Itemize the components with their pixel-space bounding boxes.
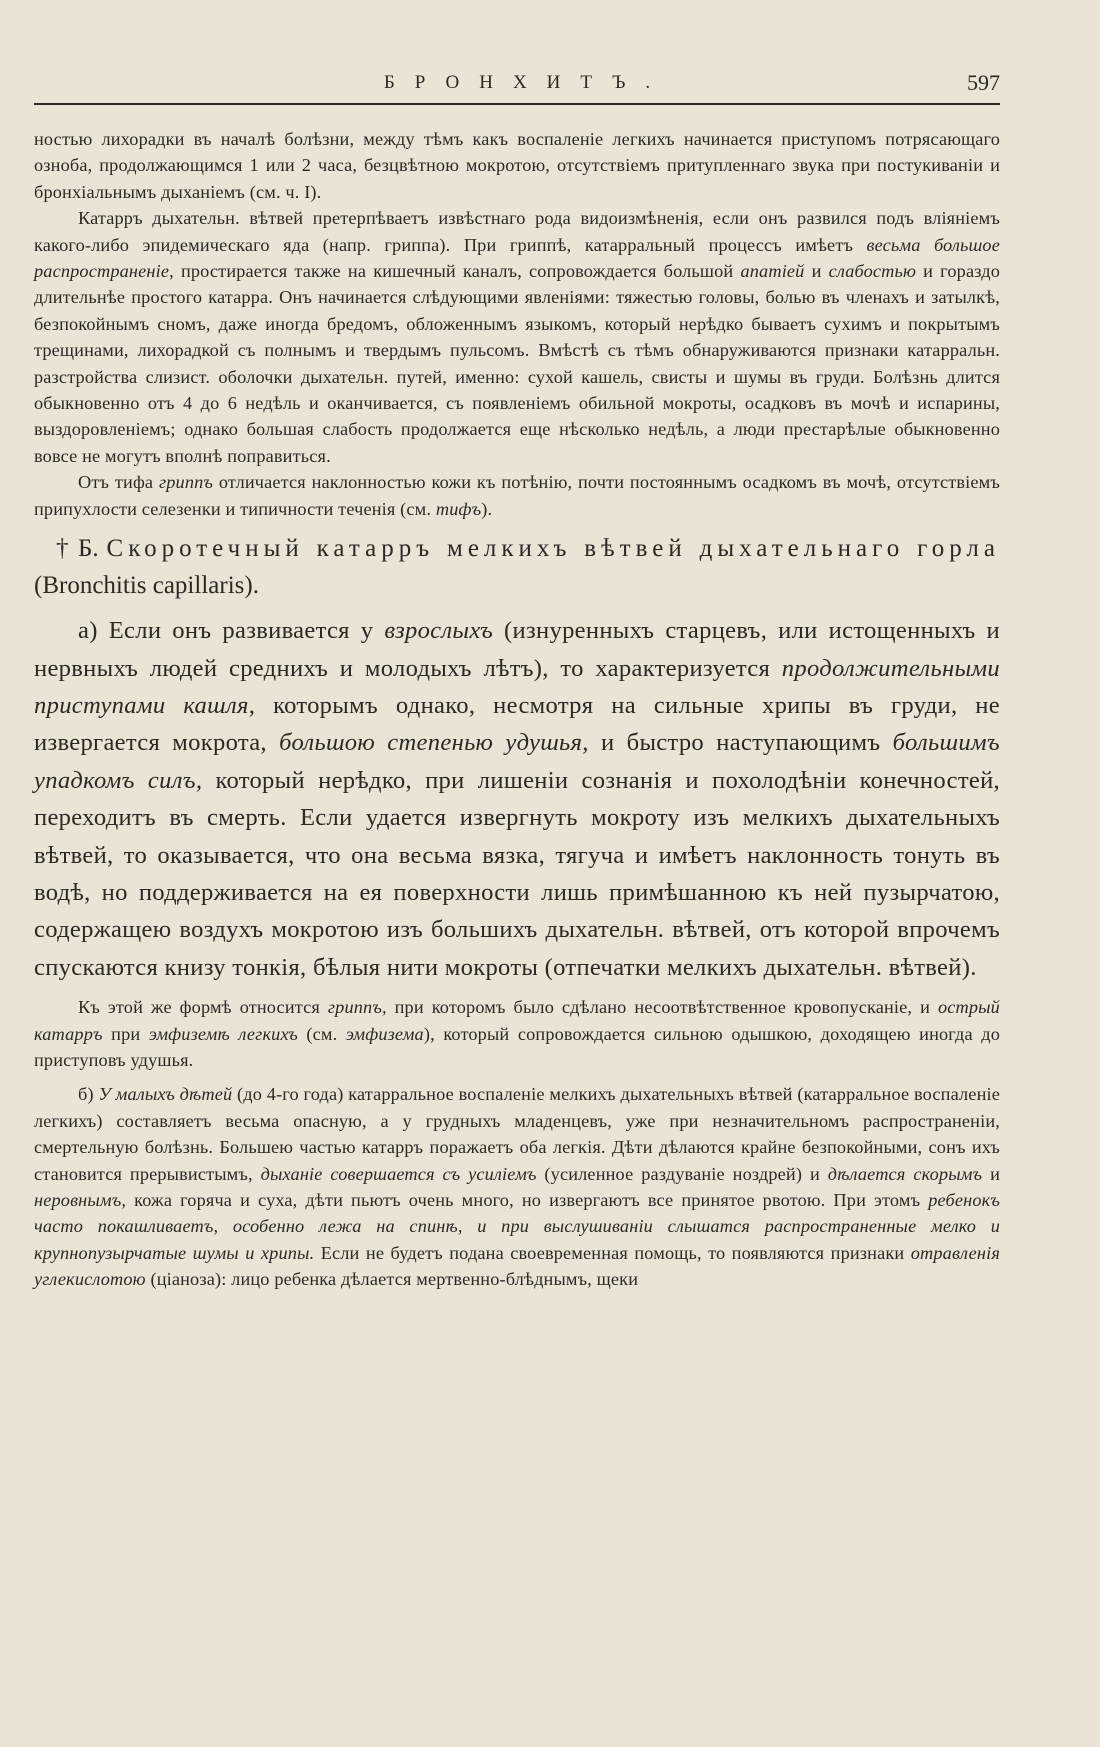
section-heading [34,530,1000,604]
emphasis: ребенокъ часто покашливаетъ, особенно лежа на спинѣ, и при выслушиваніи слышатся распространенные мелко и крупнопузырчатые шумы и хрипы. [34,1190,1000,1263]
emphasis: апатіей [740,261,805,282]
emphasis: острый катарръ [34,997,1000,1044]
text: Катарръ дыхательн. вѣтвей претерпѣваетъ извѣстнаго рода видоизмѣненія, если онъ развился подъ вліяніемъ какого-либо эпидемическаго яда (напр. гриппа). При гриппѣ, катарральный процессъ имѣетъ [34,208,1000,255]
emphasis: гриппъ, [327,997,387,1018]
text: простирается также на кишечный каналъ, сопровождается большой [173,261,741,282]
emphasis: слабостью [828,261,917,282]
page-number: 597 [967,70,1000,95]
text: которымъ однако, несмотря на сильные хрипы въ груди, не извергается мокрота, [34,691,1000,757]
page-body [34,126,1000,1293]
emphasis: дыханіе совершается съ усиліемъ [260,1163,537,1184]
text: (ціаноза): лицо ребенка дѣлается мертвенно-блѣднымъ, щеки [145,1269,639,1290]
text: кожа горяча и суха, дѣти пьютъ очень много, но извергаютъ все принятое рвотою. При этомъ [126,1190,929,1210]
emphasis: У малыхъ дѣтей [98,1084,233,1105]
text: отличается наклонностью кожи къ потѣнію, почти постояннымъ осадкомъ въ мочѣ, отсутствіемъ припухлости селезенки и типичности теченія (см. [34,472,1000,519]
text: Къ этой же формѣ относится [78,997,328,1018]
text: и быстро наступающимъ [588,729,893,757]
emphasis: взрослыхъ [384,617,494,645]
emphasis: тифъ [435,498,482,519]
paragraph-same-form [34,994,1000,1073]
emphasis: эмфизема [345,1023,424,1044]
text: ), который сопровождается сильною одышкою, доходящею иногда до приступовъ удушья. [34,1023,1000,1070]
heading-title: Скоротечный катарръ мелкихъ вѣтвей дыхательнаго горла [106,535,1001,563]
text: Отъ тифа [78,472,159,493]
text: при которомъ было сдѣлано несоотвѣтственное кровопусканіе, и [386,997,938,1018]
header-rule [34,103,1000,105]
emphasis: отравленія углекислотою [34,1242,1000,1290]
running-title: БРОНХИТЪ. [383,72,671,93]
text: (изнуренныхъ старцевъ, или истощенныхъ и нервныхъ людей среднихъ и молодыхъ лѣтъ), то характеризуется [34,617,1001,682]
paragraph-adults [34,612,1000,986]
emphasis: эмфиземѣ легкихъ [148,1023,298,1044]
text: Если не будетъ подана своевременная помощь, то появляются признаки [314,1242,911,1263]
text: (усиленное раздуваніе ноздрей) и [536,1163,828,1184]
paragraph-pneumonia-distinction [34,126,1000,205]
paragraph-influenza-catarrh [34,205,1000,469]
heading-prefix: † Б. [56,535,107,563]
text: а) Если онъ развивается у [78,617,385,645]
text: и [982,1163,1001,1184]
text: б) [78,1084,99,1105]
text: при [102,1023,149,1044]
text: (до 4-го года) катарральное воспаленіе мелкихъ дыхательныхъ вѣтвей (катарральное воспаленіе легкихъ) составляетъ весьма опасную, а у грудныхъ младенцевъ, уже при незначительномъ распространеніи, смертельную болѣзнь. Большею частью катарръ поражаетъ оба легкія. Дѣти дѣлаются крайне безпокойными, сонъ ихъ становится прерывистымъ, [34,1084,1000,1184]
text: (см. [297,1023,346,1044]
text: ). [481,498,493,519]
text: ностью лихорадки въ началѣ болѣзни, между тѣмъ какъ воспаленіе легкихъ начинается приступомъ потрясающаго озноба, продолжающимся 1 или 2 часа, безцвѣтною мокротою, отсутствіемъ притупленнаго звука при постукиваніи и бронхіальнымъ дыханіемъ (см. ч. I). [34,129,1000,202]
emphasis: дѣлается скорымъ [827,1163,983,1184]
emphasis: большою степенью удушья, [279,729,589,757]
text: и гораздо длительнѣе простого катарра. Онъ начинается слѣдующими явленіями: тяжестью головы, болью въ членахъ и затылкѣ, безпокойнымъ сномъ, даже иногда бредомъ, обложеннымъ языкомъ, который нерѣдко бываетъ сухимъ и покрытымъ трещинами, лихорадкой съ полнымъ и твердымъ пульсомъ. Вмѣстѣ съ тѣмъ обнаруживаются признаки катарральн. разстройства слизист. оболочки дыхательн. путей, именно: сухой кашель, свисты и шумы въ груди. Болѣзнь длится обыкновенно отъ 4 до 6 недѣль и оканчивается, съ появленіемъ обильной мокроты, осадковъ въ мочѣ и испарины, выздоровленіемъ; однако большая слабость продолжается еще нѣсколько недѣль, а люди престарѣлые обыкновенно вовсе не могутъ вполнѣ поправиться. [34,261,1001,466]
emphasis: весьма большое распространеніе, [34,234,1000,282]
emphasis: неровнымъ, [34,1190,127,1210]
page-header [34,66,1000,100]
paragraph-typhus-distinction [34,469,1000,522]
emphasis: большимъ упадкомъ силъ, [34,729,1000,794]
emphasis: продолжительными приступами кашля, [34,654,1000,719]
text: и [804,261,829,282]
heading-latin: (Bronchitis capillaris). [34,572,259,600]
emphasis: гриппъ [158,472,214,493]
paragraph-children [34,1081,1000,1292]
text: который нерѣдко, при лишеніи сознанія и похолодѣніи конечностей, переходитъ въ смерть. Если удается извергнуть мокроту изъ мелкихъ дыхательныхъ вѣтвей, то оказывается, что она весьма вязка, тягуча и имѣетъ наклонность тонуть въ водѣ, но поддерживается на ея поверхности лишь примѣшанною къ ней пузырчатою, содержащею воздухъ мокротою изъ большихъ дыхательн. вѣтвей, отъ которой впрочемъ спускаются книзу тонкія, бѣлыя нити мокроты (отпечатки мелкихъ дыхательн. вѣтвей). [34,766,1000,981]
